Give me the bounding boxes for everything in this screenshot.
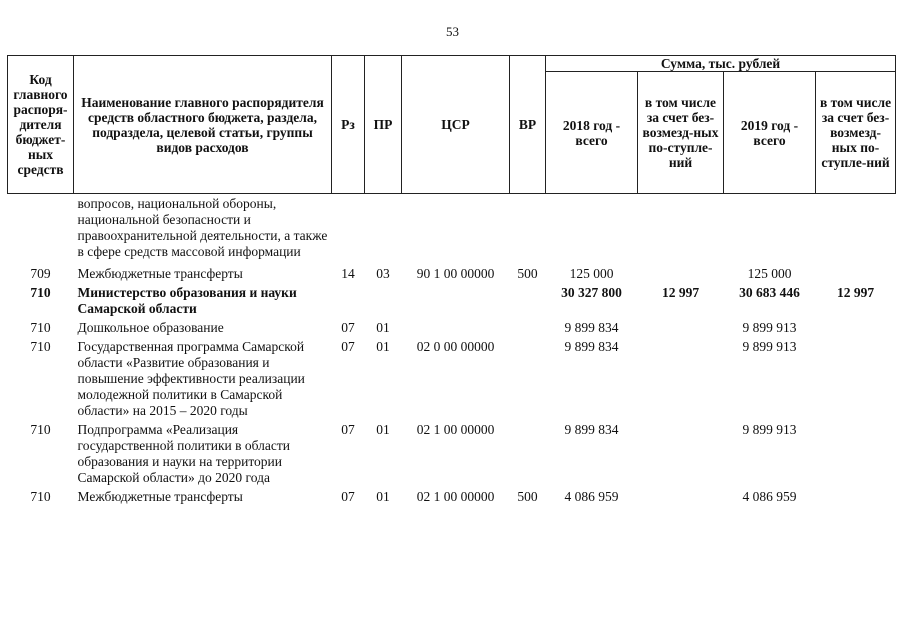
- cell-2019: 9 899 913: [742, 339, 797, 354]
- cell-2018: 125 000: [569, 266, 614, 281]
- cell-rz: 07: [341, 489, 355, 504]
- cell-pr: 01: [376, 422, 390, 437]
- cell-2019: 125 000: [747, 266, 792, 281]
- header-2018-total: 2018 год - всего: [546, 72, 638, 194]
- cell-2019: [724, 194, 816, 263]
- cell-pr: 03: [376, 266, 390, 281]
- cell-pr: [365, 284, 402, 319]
- cell-name: Государственная программа Самарской области «Развитие образования и повышение эффективности реализации молодежной политики в Самарской области» на 2015 – 2020 годы: [77, 339, 305, 418]
- header-rz: Рз: [332, 56, 365, 194]
- cell-vr: 500: [517, 489, 538, 504]
- cell-csr: 02 1 00 00000: [416, 489, 495, 504]
- cell-2018: 9 899 834: [564, 320, 619, 335]
- header-code: Код главного распоря-дителя бюджет-ных средств: [8, 56, 74, 194]
- cell-name: Министерство образования и науки Самарской области: [77, 285, 297, 316]
- cell-name: вопросов, национальной обороны, национальной безопасности и правоохранительной деятельности, а также в сфере средств массовой информации: [77, 196, 328, 259]
- cell-csr: 02 1 00 00000: [416, 422, 495, 437]
- cell-csr: [402, 194, 510, 263]
- header-name: Наименование главного распорядителя средств областного бюджета, раздела, подраздела, целевой статьи, группы видов расходов: [74, 56, 332, 194]
- table-row: [8, 488, 896, 507]
- cell-rz: 07: [341, 339, 355, 354]
- cell-2018: 4 086 959: [564, 489, 619, 504]
- cell-2018-free: [638, 338, 724, 421]
- table-row: [8, 194, 896, 263]
- cell-2019: 30 683 446: [739, 285, 800, 300]
- cell-vr: [510, 319, 546, 338]
- cell-2018-free: [638, 421, 724, 488]
- cell-name: Подпрограмма «Реализация государственной политики в области образования и науки на территории Самарской области» до 2020 года: [77, 422, 291, 485]
- cell-2019-free: [816, 194, 896, 263]
- header-2019-free: в том числе за счет без-возмезд-ных по-ступле-ний: [816, 72, 896, 194]
- page-number: 53: [446, 24, 459, 39]
- cell-2019-free: [816, 488, 896, 507]
- cell-name: Межбюджетные трансферты: [77, 266, 243, 281]
- cell-csr: 90 1 00 00000: [416, 266, 495, 281]
- cell-pr: 01: [376, 489, 390, 504]
- header-vr: ВР: [510, 56, 546, 194]
- table-row: [8, 284, 896, 319]
- cell-2018: 30 327 800: [561, 285, 622, 300]
- cell-rz: [332, 284, 365, 319]
- cell-2019-free: [816, 338, 896, 421]
- cell-2019-free: 12 997: [836, 285, 875, 300]
- cell-2018-free: [638, 319, 724, 338]
- budget-table: [7, 55, 896, 507]
- cell-csr: [402, 319, 510, 338]
- cell-code: 710: [30, 489, 51, 504]
- cell-code: 709: [30, 266, 51, 281]
- cell-2018-free: [638, 194, 724, 263]
- cell-name: Межбюджетные трансферты: [77, 489, 243, 504]
- cell-2018-free: 12 997: [661, 285, 700, 300]
- cell-code: 710: [30, 285, 51, 300]
- cell-vr: 500: [517, 266, 538, 281]
- cell-vr: [510, 338, 546, 421]
- cell-pr: 01: [376, 339, 390, 354]
- cell-code: 710: [30, 422, 51, 437]
- header-csr: ЦСР: [402, 56, 510, 194]
- cell-name: Дошкольное образование: [77, 320, 224, 335]
- table-row: [8, 338, 896, 421]
- cell-csr: 02 0 00 00000: [416, 339, 495, 354]
- cell-pr: [365, 194, 402, 263]
- cell-2018-free: [638, 488, 724, 507]
- cell-2018: 9 899 834: [564, 422, 619, 437]
- cell-rz: 14: [341, 266, 355, 281]
- cell-rz: 07: [341, 320, 355, 335]
- table-row: [8, 262, 896, 284]
- cell-code: 710: [30, 339, 51, 354]
- header-pr: ПР: [365, 56, 402, 194]
- cell-2019-free: [816, 421, 896, 488]
- header-2018-free: в том числе за счет без-возмезд-ных по-ступле-ний: [638, 72, 724, 194]
- cell-2019-free: [816, 319, 896, 338]
- cell-2018: [546, 194, 638, 263]
- cell-rz: [332, 194, 365, 263]
- cell-2018-free: [638, 262, 724, 284]
- cell-rz: 07: [341, 422, 355, 437]
- cell-code: [8, 194, 74, 263]
- cell-2019: 4 086 959: [742, 489, 797, 504]
- cell-pr: 01: [376, 320, 390, 335]
- cell-code: 710: [30, 320, 51, 335]
- header-2019-total: 2019 год - всего: [724, 72, 816, 194]
- cell-2019: 9 899 913: [742, 422, 797, 437]
- cell-2019-free: [816, 262, 896, 284]
- cell-2018: 9 899 834: [564, 339, 619, 354]
- cell-vr: [510, 284, 546, 319]
- header-sum-group: Сумма, тыс. рублей: [546, 56, 896, 72]
- cell-2019: 9 899 913: [742, 320, 797, 335]
- table-row: [8, 421, 896, 488]
- cell-vr: [510, 421, 546, 488]
- cell-csr: [402, 284, 510, 319]
- cell-vr: [510, 194, 546, 263]
- table-row: [8, 319, 896, 338]
